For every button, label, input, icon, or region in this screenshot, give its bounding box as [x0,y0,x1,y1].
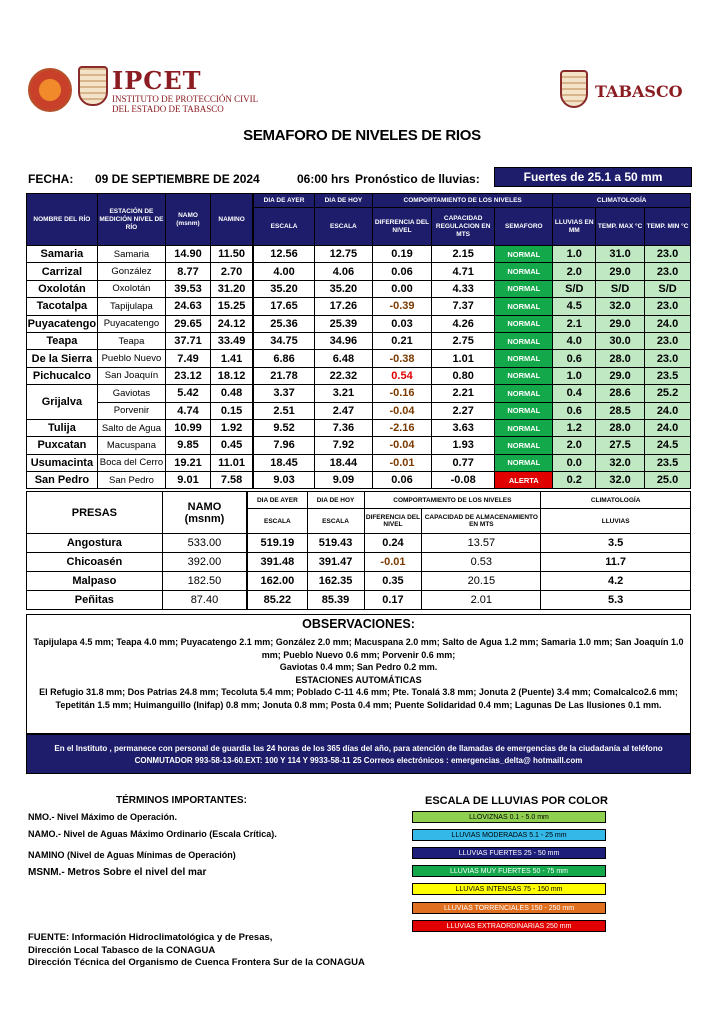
semaforo-status-badge: NORMAL [495,315,553,332]
escala-hoy-value: 7.36 [314,419,372,436]
dam-lluvia-value: 5.3 [541,591,691,610]
lluvia-value: 0.0 [553,454,596,471]
escala-ayer-value: 9.03 [253,472,314,489]
namo-value: 9.85 [166,437,211,454]
namo-value: 19.21 [166,454,211,471]
ipcet-sub-line1: INSTITUTO DE PROTECCIÓN CIVIL [112,94,259,104]
rivers-table [26,193,691,489]
namo-value: 5.42 [166,385,211,402]
namino-value: 11.01 [210,454,253,471]
table-row [27,246,691,263]
tmax-value: 32.0 [596,298,645,315]
observaciones-line3: El Refugio 31.8 mm; Dos Patrias 24.8 mm; Tecoluta 5.4 mm; Poblado C-11 4.6 mm; Pte. Tonalá 3.8 mm; Jonuta 2 (Puente) 3.4 mm; Comalcalco2.6 mm; Tepetitán 1.5 mm; Huimanguillo (Inifap) 0.8 mm; Jonuta 0.8 mm; Posta 0.4 mm; Puente Solidaridad 0.4 mm; Lagunas De Las Ilusiones 0.1 mm. [39,687,678,710]
tmin-value: 24.0 [645,315,691,332]
dam-namo-value: 392.00 [162,553,247,572]
escala-ayer-value: 6.86 [253,350,314,367]
header-dams-hoy: DIA DE HOY [307,492,364,509]
river-name: Samaria [27,246,98,263]
tmin-value: S/D [645,280,691,297]
station-name: Gaviotas [97,385,165,402]
header-dia-hoy: DIA DE HOY [314,194,372,208]
dam-lluvia-value: 4.2 [541,572,691,591]
escala-hoy-value: 34.96 [314,332,372,349]
namino-value: 7.58 [210,472,253,489]
escala-hoy-value: 18.44 [314,454,372,471]
river-name: San Pedro [27,472,98,489]
dam-escala-hoy-value: 519.43 [307,534,364,553]
semaforo-status-badge: NORMAL [495,280,553,297]
tmax-value: 32.0 [596,472,645,489]
tmin-value: 24.0 [645,402,691,419]
lluvia-value: 2.0 [553,437,596,454]
capacidad-value: 2.75 [432,332,495,349]
river-name: Teapa [27,332,98,349]
table-row [27,591,691,610]
capacidad-value: 3.63 [432,419,495,436]
dam-escala-ayer-value: 85.22 [247,591,307,610]
namo-value: 10.99 [166,419,211,436]
namo-value: 14.90 [166,246,211,263]
river-name: Usumacinta [27,454,98,471]
header-estacion: ESTACIÓN DE MEDICIÓN NIVEL DE RÍO [97,194,165,246]
dam-escala-hoy-value: 85.39 [307,591,364,610]
namo-value: 39.53 [166,280,211,297]
diferencia-value: 0.03 [372,315,431,332]
namino-value: 33.49 [210,332,253,349]
table-row [27,419,691,436]
capacidad-value: 0.77 [432,454,495,471]
dam-lluvia-value: 3.5 [541,534,691,553]
tmax-value: 28.6 [596,385,645,402]
dam-diferencia-value: -0.01 [364,553,422,572]
header-dams-climatologia: CLIMATOLOGÍA [541,492,691,509]
escala-ayer-value: 34.75 [253,332,314,349]
tmin-value: 25.0 [645,472,691,489]
header-namino: NAMINO [210,194,253,246]
diferencia-value: -0.16 [372,385,431,402]
fuente-line1: FUENTE: Información Hidroclimatológica y de Presas, [28,932,273,943]
semaforo-status-badge: NORMAL [495,246,553,263]
tmin-value: 23.0 [645,332,691,349]
fecha-label: FECHA: [28,172,74,186]
page-title: SEMAFORO DE NIVELES DE RIOS [243,127,481,144]
escala-ayer-value: 12.56 [253,246,314,263]
header-dams-capacidad: CAPACIDAD DE ALMACENAMIENTO EN MTS [422,509,541,534]
capacidad-value: -0.08 [432,472,495,489]
semaforo-status-badge: NORMAL [495,263,553,280]
tmax-value: 30.0 [596,332,645,349]
escala-hoy-value: 9.09 [314,472,372,489]
pronostico-value: Fuertes de 25.1 a 50 mm [494,167,692,187]
diferencia-value: -0.38 [372,350,431,367]
term-nmo: NMO.- Nivel Máximo de Operación. [28,812,178,822]
namino-value: 18.12 [210,367,253,384]
header-dams-namo: NAMO (msnm) [162,492,247,534]
fuente-line3: Dirección Técnica del Organismo de Cuenca Frontera Sur de la CONAGUA [28,957,365,968]
table-row [27,263,691,280]
table-row [27,572,691,591]
namo-value: 9.01 [166,472,211,489]
semaforo-status-badge: NORMAL [495,298,553,315]
station-name: Pueblo Nuevo [97,350,165,367]
tmin-value: 23.5 [645,454,691,471]
capacidad-value: 4.33 [432,280,495,297]
dam-name: Angostura [27,534,163,553]
namino-value: 11.50 [210,246,253,263]
escala-hoy-value: 2.47 [314,402,372,419]
namo-value: 8.77 [166,263,211,280]
station-name: Tapijulapa [97,298,165,315]
capacidad-value: 2.27 [432,402,495,419]
table-row [27,534,691,553]
namino-value: 1.92 [210,419,253,436]
rain-scale-item: LLUVIAS MODERADAS 5.1 - 25 mm [412,829,606,841]
dam-escala-ayer-value: 519.19 [247,534,307,553]
capacidad-value: 1.93 [432,437,495,454]
tmin-value: 23.0 [645,263,691,280]
dam-name: Malpaso [27,572,163,591]
tmin-value: 23.0 [645,246,691,263]
fuente-block [28,932,365,970]
lluvia-value: 0.4 [553,385,596,402]
header-dams-diferencia: DIFERENCIA DEL NIVEL [364,509,422,534]
ipcet-subtitle [112,94,258,114]
tmax-value: 29.0 [596,367,645,384]
tmin-value: 25.2 [645,385,691,402]
dam-capacidad-value: 0.53 [422,553,541,572]
table-row [27,472,691,489]
station-name: Macuspana [97,437,165,454]
station-name: González [97,263,165,280]
tmax-value: 28.5 [596,402,645,419]
river-name: Oxolotán [27,280,98,297]
namino-value: 2.70 [210,263,253,280]
river-name: Puxcatan [27,437,98,454]
table-row [27,315,691,332]
station-name: Oxolotán [97,280,165,297]
pronostico-label: Pronóstico de lluvias: [355,172,480,186]
river-name: Puyacatengo [27,315,98,332]
dam-escala-ayer-value: 162.00 [247,572,307,591]
lluvia-value: 2.0 [553,263,596,280]
hora-value: 06:00 hrs [297,172,350,186]
capacidad-value: 1.01 [432,350,495,367]
station-name: San Joaquín [97,367,165,384]
header-lluvias: LLUVIAS EN MM [553,208,596,246]
tmax-value: 32.0 [596,454,645,471]
observaciones-title: OBSERVACIONES: [302,617,415,631]
tmin-value: 23.0 [645,350,691,367]
semaforo-status-badge: ALERTA [495,472,553,489]
table-row [27,350,691,367]
diferencia-value: 0.06 [372,472,431,489]
table-row [27,332,691,349]
lluvia-value: 1.0 [553,367,596,384]
escala-ayer-value: 25.36 [253,315,314,332]
header-dams-escala-ayer: ESCALA [247,509,307,534]
escala-hoy-value: 7.92 [314,437,372,454]
tmax-value: 27.5 [596,437,645,454]
river-name: Pichucalco [27,367,98,384]
capacidad-value: 0.80 [432,367,495,384]
tmin-value: 24.0 [645,419,691,436]
lluvia-value: 1.2 [553,419,596,436]
diferencia-value: 0.19 [372,246,431,263]
lluvia-value: 0.2 [553,472,596,489]
escala-ayer-value: 18.45 [253,454,314,471]
capacidad-value: 4.26 [432,315,495,332]
header-namo: NAMO (msnm) [166,194,211,246]
river-name: Grijalva [27,385,98,420]
diferencia-value: -0.04 [372,437,431,454]
observaciones-text [27,631,690,711]
dam-escala-hoy-value: 391.47 [307,553,364,572]
fuente-line2: Dirección Local Tabasco de la CONAGUA [28,944,216,956]
capacidad-value: 4.71 [432,263,495,280]
diferencia-value: 0.00 [372,280,431,297]
header-dia-ayer: DIA DE AYER [253,194,314,208]
header-semaforo: SEMAFORO [495,208,553,246]
term-msnm: MSNM.- Metros Sobre el nivel del mar [28,867,207,878]
semaforo-status-badge: NORMAL [495,437,553,454]
dam-escala-hoy-value: 162.35 [307,572,364,591]
rain-scale-item: LLOVIZNAS 0.1 - 5.0 mm [412,811,606,823]
namo-value: 4.74 [166,402,211,419]
escala-ayer-value: 3.37 [253,385,314,402]
lluvia-value: 1.0 [553,246,596,263]
table-row [27,385,691,402]
capacidad-value: 7.37 [432,298,495,315]
lluvia-value: 4.5 [553,298,596,315]
tmax-value: 29.0 [596,263,645,280]
header-escala-ayer: ESCALA [253,208,314,246]
dam-namo-value: 533.00 [162,534,247,553]
dam-diferencia-value: 0.35 [364,572,422,591]
tmax-value: 28.0 [596,350,645,367]
escala-hoy-value: 35.20 [314,280,372,297]
tmax-value: S/D [596,280,645,297]
header-presas: PRESAS [27,492,163,534]
header-comportamiento: COMPORTAMIENTO DE LOS NIVELES [372,194,552,208]
namino-value: 1.41 [210,350,253,367]
namo-value: 23.12 [166,367,211,384]
station-name: Boca del Cerro [97,454,165,471]
term-namino: NAMINO (Nivel de Aguas Mínimas de Operación) [28,850,236,860]
namino-value: 15.25 [210,298,253,315]
escala-ayer-value: 21.78 [253,367,314,384]
lluvia-value: 2.1 [553,315,596,332]
contact-line2: CONMUTADOR 993-58-13-60.EXT: 100 Y 114 Y 9933-58-11 25 Correos electrónicos : emergencias_delta@ hotmaill.com [134,756,583,765]
namino-value: 0.48 [210,385,253,402]
tmax-value: 28.0 [596,419,645,436]
table-row [27,553,691,572]
ipcet-emblem-logo [28,68,72,112]
diferencia-value: -2.16 [372,419,431,436]
diferencia-value: -0.39 [372,298,431,315]
station-name: Porvenir [97,402,165,419]
rain-scale-title: ESCALA DE LLUVIAS POR COLOR [425,795,608,807]
tmin-value: 23.5 [645,367,691,384]
dam-lluvia-value: 11.7 [541,553,691,572]
escala-ayer-value: 2.51 [253,402,314,419]
semaforo-status-badge: NORMAL [495,332,553,349]
escala-hoy-value: 25.39 [314,315,372,332]
escala-ayer-value: 7.96 [253,437,314,454]
state-name: TABASCO [595,82,683,101]
dam-name: Chicoasén [27,553,163,572]
contact-info-box [26,734,691,774]
lluvia-value: S/D [553,280,596,297]
observaciones-line1: Tapijulapa 4.5 mm; Teapa 4.0 mm; Puyacatengo 2.1 mm; González 2.0 mm; Macuspana 2.0 mm; Salto de Agua 1.2 mm; Samaria 1.0 mm; San Joaquín 1.0 mm; Pueblo Nuevo 0.6 mm; Porvenir 0.6 mm; [33,637,684,660]
dam-namo-value: 182.50 [162,572,247,591]
tmin-value: 23.0 [645,298,691,315]
escala-ayer-value: 35.20 [253,280,314,297]
dam-capacidad-value: 13.57 [422,534,541,553]
ipcet-name: IPCET [112,66,202,95]
station-name: Teapa [97,332,165,349]
tmax-value: 31.0 [596,246,645,263]
header-dams-comportamiento: COMPORTAMIENTO DE LOS NIVELES [364,492,541,509]
term-namo: NAMO.- Nivel de Aguas Máximo Ordinario (Escala Crítica). [28,829,277,839]
dam-capacidad-value: 2.01 [422,591,541,610]
lluvia-value: 0.6 [553,350,596,367]
contact-line1: En el Instituto , permanece con personal de guardia las 24 horas de los 365 días del año, para atención de llamadas de emergencias de la ciudadanía al teléfono [54,744,663,753]
observaciones-box [26,614,691,734]
header-escala-hoy: ESCALA [314,208,372,246]
observaciones-line2: Gaviotas 0.4 mm; San Pedro 0.2 mm. [279,662,438,672]
rain-scale-item: LLUVIAS EXTRAORDINARIAS 250 mm [412,920,606,932]
river-name: Tulija [27,419,98,436]
station-name: San Pedro [97,472,165,489]
header-dams-escala-hoy: ESCALA [307,509,364,534]
diferencia-value: 0.06 [372,263,431,280]
table-row [27,367,691,384]
diferencia-value: -0.01 [372,454,431,471]
header-capacidad: CAPACIDAD REGULACION EN MTS [432,208,495,246]
table-row [27,280,691,297]
table-row [27,298,691,315]
namino-value: 24.12 [210,315,253,332]
header-rio: NOMBRE DEL RÍO [27,194,98,246]
escala-ayer-value: 4.00 [253,263,314,280]
diferencia-value: 0.54 [372,367,431,384]
terms-title: TÉRMINOS IMPORTANTES: [116,795,247,806]
dam-diferencia-value: 0.24 [364,534,422,553]
header-climatologia: CLIMATOLOGÍA [553,194,691,208]
table-row [27,437,691,454]
semaforo-status-badge: NORMAL [495,419,553,436]
escala-hoy-value: 6.48 [314,350,372,367]
river-name: De la Sierra [27,350,98,367]
station-name: Salto de Agua [97,419,165,436]
rain-scale-item: LLUVIAS INTENSAS 75 - 150 mm [412,883,606,895]
semaforo-status-badge: NORMAL [495,367,553,384]
header-tmax: TEMP. MAX °C [596,208,645,246]
river-name: Tacotalpa [27,298,98,315]
automatic-stations-title: ESTACIONES AUTOMÁTICAS [295,674,422,685]
header-diferencia: DIFERENCIA DEL NIVEL [372,208,431,246]
header-dams-lluvias: LLUVIAS [541,509,691,534]
lluvia-value: 0.6 [553,402,596,419]
namo-value: 24.63 [166,298,211,315]
dam-diferencia-value: 0.17 [364,591,422,610]
dam-name: Peñitas [27,591,163,610]
station-name: Puyacatengo [97,315,165,332]
escala-hoy-value: 4.06 [314,263,372,280]
tmax-value: 29.0 [596,315,645,332]
semaforo-status-badge: NORMAL [495,402,553,419]
namo-value: 29.65 [166,315,211,332]
semaforo-status-badge: NORMAL [495,385,553,402]
capacidad-value: 2.15 [432,246,495,263]
dam-capacidad-value: 20.15 [422,572,541,591]
fecha-value: 09 DE SEPTIEMBRE DE 2024 [95,172,260,186]
namo-value: 37.71 [166,332,211,349]
escala-ayer-value: 9.52 [253,419,314,436]
table-row [27,454,691,471]
tmin-value: 24.5 [645,437,691,454]
escala-hoy-value: 17.26 [314,298,372,315]
escala-ayer-value: 17.65 [253,298,314,315]
semaforo-status-badge: NORMAL [495,350,553,367]
header-tmin: TEMP. MIN °C [645,208,691,246]
rain-scale-item: LLUVIAS MUY FUERTES 50 - 75 mm [412,865,606,877]
escala-hoy-value: 3.21 [314,385,372,402]
tabasco-shield-logo [560,70,588,108]
header-dams-ayer: DIA DE AYER [247,492,307,509]
namo-value: 7.49 [166,350,211,367]
rain-scale-item: LLUVIAS FUERTES 25 - 50 mm [412,847,606,859]
namino-value: 0.45 [210,437,253,454]
dam-namo-value: 87.40 [162,591,247,610]
semaforo-status-badge: NORMAL [495,454,553,471]
lluvia-value: 4.0 [553,332,596,349]
escala-hoy-value: 12.75 [314,246,372,263]
capacidad-value: 2.21 [432,385,495,402]
namino-value: 31.20 [210,280,253,297]
rain-scale-item: LLUVIAS TORRENCIALES 150 - 250 mm [412,902,606,914]
station-name: Samaria [97,246,165,263]
ipcet-sub-line2: DEL ESTADO DE TABASCO [112,104,224,114]
river-name: Carrizal [27,263,98,280]
dam-escala-ayer-value: 391.48 [247,553,307,572]
table-row [27,402,691,419]
tabasco-shield-small-logo [78,66,108,106]
diferencia-value: 0.21 [372,332,431,349]
diferencia-value: -0.04 [372,402,431,419]
escala-hoy-value: 22.32 [314,367,372,384]
dams-table [26,491,691,610]
namino-value: 0.15 [210,402,253,419]
